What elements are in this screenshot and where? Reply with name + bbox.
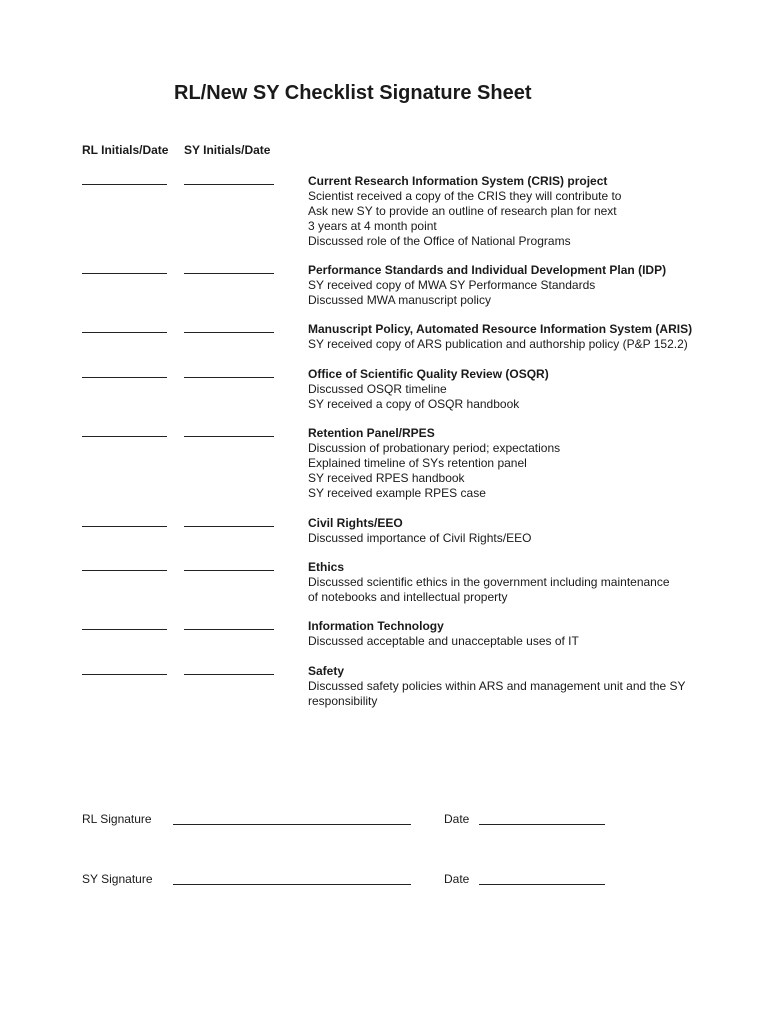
rl-initials-blank[interactable]	[82, 377, 167, 378]
item-line: Explained timeline of SYs retention panel	[308, 456, 527, 470]
item-line: SY received RPES handbook	[308, 471, 465, 485]
sy-signature-label: SY Signature	[82, 872, 153, 886]
item-line: SY received a copy of OSQR handbook	[308, 397, 520, 411]
item-heading: Ethics	[308, 560, 345, 574]
sy-initials-blank[interactable]	[184, 377, 274, 378]
item-line: Discussed importance of Civil Rights/EEO	[308, 531, 532, 545]
sy-signature-line[interactable]	[173, 884, 411, 885]
item-line: Discussed MWA manuscript policy	[308, 293, 491, 307]
item-heading: Office of Scientific Quality Review (OSQR)	[308, 367, 549, 381]
sy-initials-blank[interactable]	[184, 629, 274, 630]
item-description	[308, 664, 748, 709]
item-description	[308, 367, 748, 412]
sy-initials-blank[interactable]	[184, 674, 274, 675]
item-line: of notebooks and intellectual property	[308, 590, 508, 604]
item-description	[308, 174, 748, 249]
rl-date-line[interactable]	[479, 824, 605, 825]
sy-date-label: Date	[444, 872, 470, 886]
item-line: SY received copy of ARS publication and authorship policy (P&P 152.2)	[308, 337, 688, 351]
sy-initials-header: SY Initials/Date	[184, 143, 271, 157]
rl-date-label: Date	[444, 812, 470, 826]
rl-initials-blank[interactable]	[82, 570, 167, 571]
item-heading: Performance Standards and Individual Development Plan (IDP)	[308, 263, 667, 277]
rl-initials-header: RL Initials/Date	[82, 143, 169, 157]
item-heading: Retention Panel/RPES	[308, 426, 435, 440]
item-line: Discussion of probationary period; expectations	[308, 441, 561, 455]
item-description	[308, 560, 748, 605]
sy-initials-blank[interactable]	[184, 570, 274, 571]
sy-initials-blank[interactable]	[184, 526, 274, 527]
rl-initials-blank[interactable]	[82, 332, 167, 333]
rl-signature-label: RL Signature	[82, 812, 152, 826]
page-title: RL/New SY Checklist Signature Sheet	[174, 82, 532, 104]
item-heading: Manuscript Policy, Automated Resource Information System (ARIS)	[308, 322, 693, 336]
rl-initials-blank[interactable]	[82, 526, 167, 527]
item-line: 3 years at 4 month point	[308, 219, 437, 233]
sy-initials-blank[interactable]	[184, 184, 274, 185]
item-line: SY received example RPES case	[308, 486, 486, 500]
item-description	[308, 263, 748, 308]
rl-initials-blank[interactable]	[82, 436, 167, 437]
rl-initials-blank[interactable]	[82, 273, 167, 274]
item-description	[308, 516, 748, 546]
sy-initials-blank[interactable]	[184, 273, 274, 274]
item-line: Discussed scientific ethics in the government including maintenance	[308, 575, 670, 589]
item-description	[308, 619, 748, 649]
rl-signature-line[interactable]	[173, 824, 411, 825]
rl-initials-blank[interactable]	[82, 184, 167, 185]
item-line: Ask new SY to provide an outline of research plan for next	[308, 204, 617, 218]
sy-initials-blank[interactable]	[184, 332, 274, 333]
item-description	[308, 322, 748, 352]
rl-initials-blank[interactable]	[82, 629, 167, 630]
item-line: Discussed safety policies within ARS and management unit and the SY	[308, 679, 686, 693]
item-heading: Current Research Information System (CRIS) project	[308, 174, 608, 188]
item-description	[308, 426, 748, 501]
item-line: Discussed OSQR timeline	[308, 382, 447, 396]
sy-initials-blank[interactable]	[184, 436, 274, 437]
item-line: Scientist received a copy of the CRIS they will contribute to	[308, 189, 622, 203]
item-line: responsibility	[308, 694, 378, 708]
item-line: Discussed acceptable and unacceptable uses of IT	[308, 634, 579, 648]
item-line: SY received copy of MWA SY Performance Standards	[308, 278, 596, 292]
item-line: Discussed role of the Office of National Programs	[308, 234, 571, 248]
item-heading: Civil Rights/EEO	[308, 516, 403, 530]
rl-initials-blank[interactable]	[82, 674, 167, 675]
sy-date-line[interactable]	[479, 884, 605, 885]
item-heading: Information Technology	[308, 619, 444, 633]
item-heading: Safety	[308, 664, 345, 678]
